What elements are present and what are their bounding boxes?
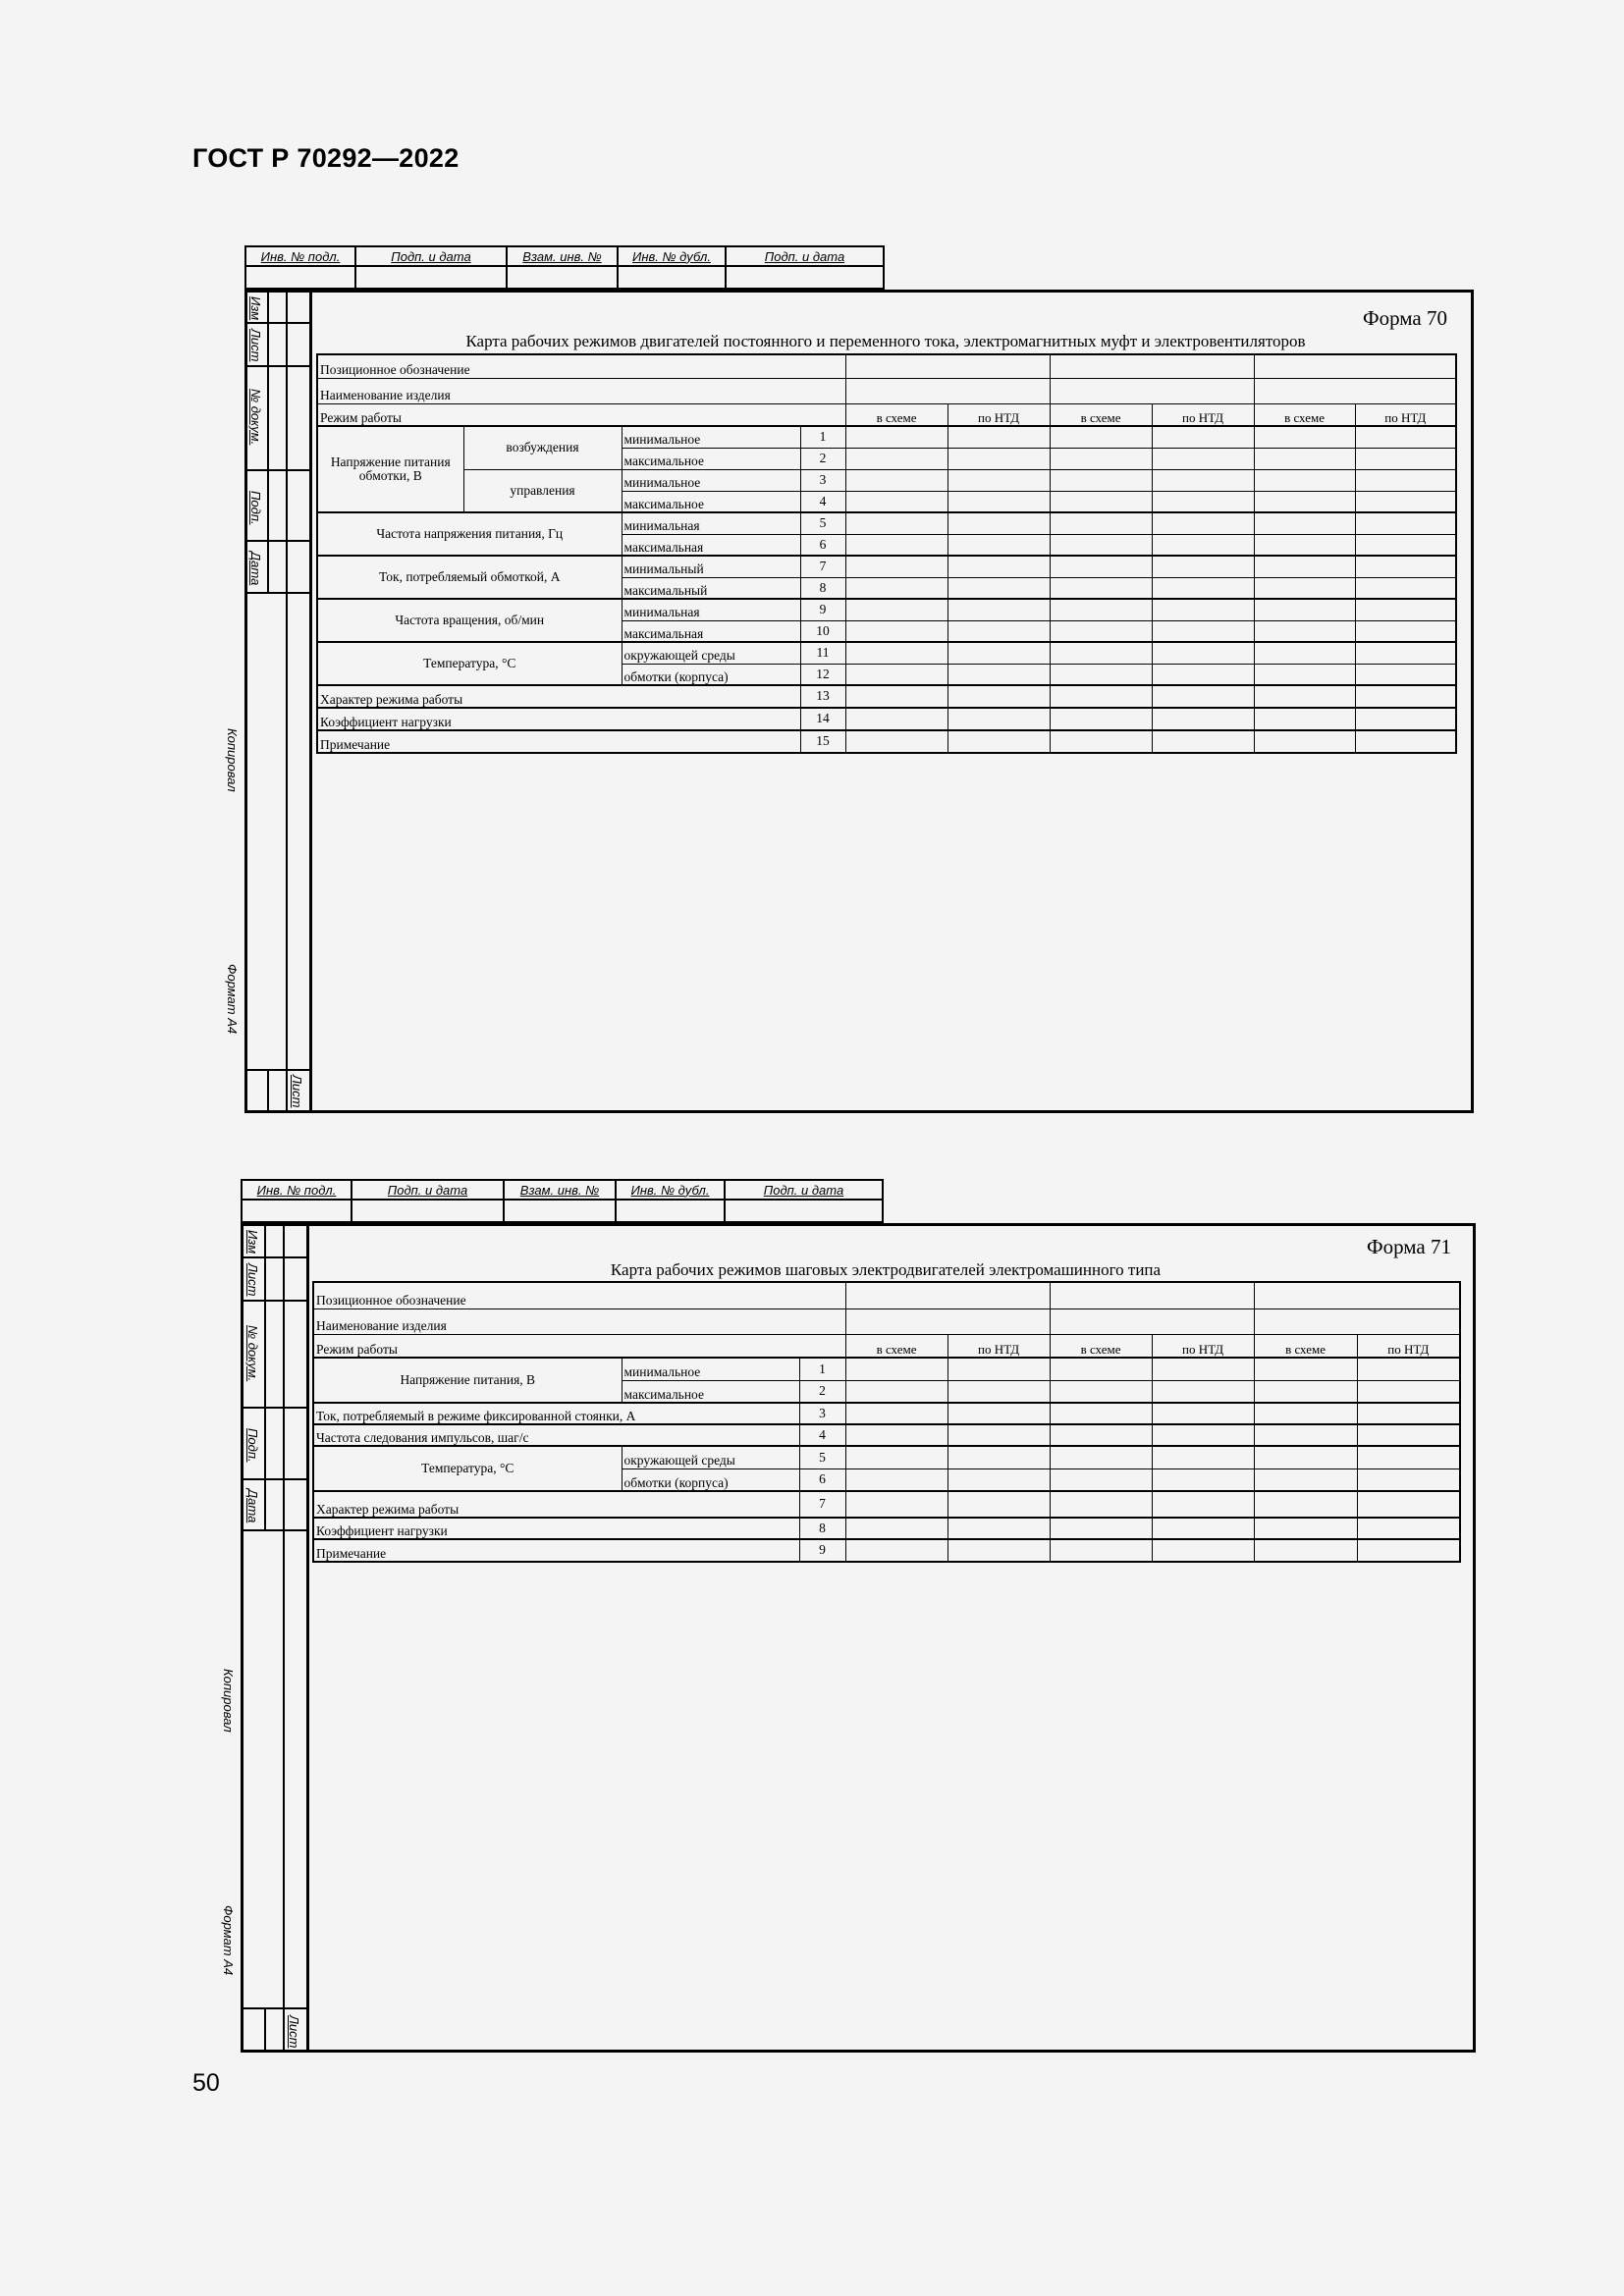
value-cell[interactable] <box>1355 448 1456 469</box>
side-label-format: Формат А4 <box>221 1905 236 1976</box>
row-label: Характер режима работы <box>317 685 800 708</box>
row-sub-label: обмотки (корпуса) <box>622 664 800 685</box>
value-cell[interactable] <box>845 599 947 620</box>
row-sub-label: минимальное <box>622 1358 799 1380</box>
value-cell[interactable] <box>947 1539 1050 1562</box>
margin-hline <box>241 1300 306 1302</box>
form-number-71: Форма 71 <box>1367 1235 1451 1258</box>
margin-hline <box>244 1069 309 1071</box>
value-cell[interactable] <box>1355 469 1456 491</box>
col-header-by-ntd: по НТД <box>947 403 1050 426</box>
value-cell[interactable] <box>1254 448 1355 469</box>
value-cell[interactable] <box>1254 1491 1357 1518</box>
row-label: Примечание <box>313 1539 799 1562</box>
row-label: Примечание <box>317 730 800 753</box>
value-cell[interactable] <box>1152 491 1254 512</box>
margin-line <box>267 1069 269 1113</box>
row-sub-label: минимальное <box>622 469 800 491</box>
value-cell[interactable] <box>845 708 947 730</box>
value-cell[interactable] <box>947 1424 1050 1446</box>
value-cell[interactable] <box>1254 378 1456 403</box>
row-number: 8 <box>799 1518 845 1539</box>
value-cell[interactable] <box>947 1403 1050 1424</box>
row-sub-label: минимальное <box>622 426 800 448</box>
document-title: ГОСТ Р 70292—2022 <box>192 143 460 173</box>
stamp-cell <box>355 266 507 289</box>
value-cell[interactable] <box>1050 512 1152 534</box>
row-number: 4 <box>799 1424 845 1446</box>
stamp-cell <box>507 266 618 289</box>
row-group-label: Температура, °С <box>313 1446 622 1491</box>
value-cell[interactable] <box>1050 1358 1152 1380</box>
side-label-kopiroval: Копировал <box>225 728 240 792</box>
row-label: Наименование изделия <box>313 1308 845 1334</box>
value-cell[interactable] <box>1254 685 1355 708</box>
row-group-label: Частота вращения, об/мин <box>317 599 622 642</box>
margin-hline <box>244 365 309 367</box>
col-header-by-ntd: по НТД <box>947 1334 1050 1358</box>
row-group-label: Напряжение питания, В <box>313 1358 622 1403</box>
row-number: 9 <box>799 1539 845 1562</box>
value-cell[interactable] <box>1152 708 1254 730</box>
inventory-stamp-70 <box>244 245 885 290</box>
value-cell[interactable] <box>1254 730 1355 753</box>
value-cell[interactable] <box>1050 378 1254 403</box>
value-cell[interactable] <box>1152 534 1254 556</box>
value-cell[interactable] <box>845 685 947 708</box>
inner-frame-line <box>306 1223 309 2053</box>
row-number: 1 <box>800 426 845 448</box>
value-cell[interactable] <box>1254 469 1355 491</box>
value-cell[interactable] <box>1357 1518 1460 1539</box>
value-cell[interactable] <box>1355 730 1456 753</box>
value-cell[interactable] <box>1152 1403 1254 1424</box>
row-sub-label: максимальное <box>622 491 800 512</box>
row-label: Ток, потребляемый в режиме фиксированной стоянки, А <box>313 1403 799 1424</box>
stamp-cell <box>618 266 726 289</box>
value-cell[interactable] <box>1355 642 1456 664</box>
value-cell[interactable] <box>845 620 947 642</box>
value-cell[interactable] <box>1050 1446 1152 1468</box>
row-label: Режим работы <box>313 1334 845 1358</box>
stamp-cell <box>245 266 355 289</box>
row-sub-label: минимальная <box>622 599 800 620</box>
value-cell[interactable] <box>947 556 1050 577</box>
side-label-ndokum: № докум. <box>248 389 263 446</box>
value-cell[interactable] <box>1152 1424 1254 1446</box>
row-number: 5 <box>799 1446 845 1468</box>
row-label: Позиционное обозначение <box>317 354 845 378</box>
row-label: Коэффициент нагрузки <box>317 708 800 730</box>
margin-hline <box>241 1256 306 1258</box>
value-cell[interactable] <box>845 730 947 753</box>
value-cell[interactable] <box>1050 1282 1254 1308</box>
col-header-in-scheme: в схеме <box>845 403 947 426</box>
row-label: Характер режима работы <box>313 1491 799 1518</box>
value-cell[interactable] <box>1050 685 1152 708</box>
value-cell[interactable] <box>947 469 1050 491</box>
value-cell[interactable] <box>947 599 1050 620</box>
value-cell[interactable] <box>1050 577 1152 599</box>
value-cell[interactable] <box>1355 556 1456 577</box>
row-number: 10 <box>800 620 845 642</box>
value-cell[interactable] <box>1355 426 1456 448</box>
value-cell[interactable] <box>1152 685 1254 708</box>
stamp-label: Подп. и дата <box>726 246 884 266</box>
value-cell[interactable] <box>947 1446 1050 1468</box>
col-header-in-scheme: в схеме <box>1254 1334 1357 1358</box>
value-cell[interactable] <box>1050 1468 1152 1491</box>
stamp-label: Инв. № дубл. <box>618 246 726 266</box>
row-number: 2 <box>800 448 845 469</box>
value-cell[interactable] <box>845 354 1050 378</box>
margin-hline <box>244 592 309 594</box>
value-cell[interactable] <box>947 664 1050 685</box>
stamp-label: Инв. № подл. <box>242 1180 352 1200</box>
value-cell[interactable] <box>1152 620 1254 642</box>
card-title-71: Карта рабочих режимов шаговых электродвигателей электромашинного типа <box>610 1260 1162 1279</box>
value-cell[interactable] <box>1355 534 1456 556</box>
row-number: 6 <box>799 1468 845 1491</box>
stamp-cell <box>504 1200 616 1222</box>
value-cell[interactable] <box>1357 1424 1460 1446</box>
value-cell[interactable] <box>1357 1539 1460 1562</box>
stamp-cell <box>726 266 884 289</box>
value-cell[interactable] <box>1355 491 1456 512</box>
side-label-data: Дата <box>245 1489 260 1523</box>
col-header-in-scheme: в схеме <box>845 1334 947 1358</box>
value-cell[interactable] <box>947 642 1050 664</box>
row-sub-label: максимальное <box>622 448 800 469</box>
margin-line <box>264 1223 266 1531</box>
value-cell[interactable] <box>1050 708 1152 730</box>
value-cell[interactable] <box>845 426 947 448</box>
value-cell[interactable] <box>845 1358 947 1380</box>
value-cell[interactable] <box>1254 512 1355 534</box>
margin-hline <box>244 322 309 324</box>
value-cell[interactable] <box>845 1403 947 1424</box>
value-cell[interactable] <box>1254 1468 1357 1491</box>
value-cell[interactable] <box>1254 354 1456 378</box>
value-cell[interactable] <box>845 1308 1050 1334</box>
value-cell[interactable] <box>1152 1358 1254 1380</box>
row-group-label: Напряжение питания обмотки, В <box>317 426 463 512</box>
row-number: 9 <box>800 599 845 620</box>
value-cell[interactable] <box>1152 1518 1254 1539</box>
value-cell[interactable] <box>947 1468 1050 1491</box>
value-cell[interactable] <box>1050 730 1152 753</box>
col-header-by-ntd: по НТД <box>1357 1334 1460 1358</box>
value-cell[interactable] <box>1050 599 1152 620</box>
row-number: 15 <box>800 730 845 753</box>
stamp-label: Взам. инв. № <box>507 246 618 266</box>
value-cell[interactable] <box>1152 642 1254 664</box>
side-label-izm: Изм <box>248 296 263 321</box>
row-number: 14 <box>800 708 845 730</box>
value-cell[interactable] <box>947 685 1050 708</box>
value-cell[interactable] <box>1050 664 1152 685</box>
value-cell[interactable] <box>1152 599 1254 620</box>
side-label-ndokum: № докум. <box>245 1325 260 1382</box>
form70-table <box>316 353 1457 754</box>
value-cell[interactable] <box>1254 708 1355 730</box>
row-sub-label: окружающей среды <box>622 1446 799 1468</box>
page-number: 50 <box>192 2069 220 2097</box>
col-header-by-ntd: по НТД <box>1355 403 1456 426</box>
value-cell[interactable] <box>947 1380 1050 1403</box>
value-cell[interactable] <box>1152 577 1254 599</box>
row-number: 1 <box>799 1358 845 1380</box>
value-cell[interactable] <box>1152 1468 1254 1491</box>
row-sub-label: обмотки (корпуса) <box>622 1468 799 1491</box>
col-header-by-ntd: по НТД <box>1152 1334 1254 1358</box>
side-label-data: Дата <box>248 552 263 586</box>
value-cell[interactable] <box>1050 469 1152 491</box>
value-cell[interactable] <box>1254 642 1355 664</box>
stamp-cell <box>616 1200 725 1222</box>
value-cell[interactable] <box>845 1539 947 1562</box>
value-cell[interactable] <box>1050 1491 1152 1518</box>
value-cell[interactable] <box>1355 512 1456 534</box>
row-label: Наименование изделия <box>317 378 845 403</box>
side-label-podp: Подп. <box>245 1428 260 1463</box>
value-cell[interactable] <box>1254 1424 1357 1446</box>
side-label-list: Лист <box>248 329 263 362</box>
value-cell[interactable] <box>947 577 1050 599</box>
row-number: 13 <box>800 685 845 708</box>
value-cell[interactable] <box>845 1424 947 1446</box>
form-number-70: Форма 70 <box>1363 306 1447 330</box>
value-cell[interactable] <box>1050 1380 1152 1403</box>
row-sub-label: окружающей среды <box>622 642 800 664</box>
value-cell[interactable] <box>1355 577 1456 599</box>
value-cell[interactable] <box>947 1518 1050 1539</box>
row-sub-label: максимальное <box>622 1380 799 1403</box>
stamp-label: Подп. и дата <box>352 1180 504 1200</box>
value-cell[interactable] <box>1152 1446 1254 1468</box>
value-cell[interactable] <box>845 469 947 491</box>
value-cell[interactable] <box>1050 426 1152 448</box>
col-header-in-scheme: в схеме <box>1050 1334 1152 1358</box>
margin-line <box>264 2007 266 2053</box>
value-cell[interactable] <box>845 1446 947 1468</box>
value-cell[interactable] <box>845 491 947 512</box>
row-label: Коэффициент нагрузки <box>313 1518 799 1539</box>
value-cell[interactable] <box>1152 730 1254 753</box>
inventory-stamp-71 <box>241 1179 884 1223</box>
value-cell[interactable] <box>845 1282 1050 1308</box>
value-cell[interactable] <box>1152 1539 1254 1562</box>
value-cell[interactable] <box>1254 1518 1357 1539</box>
value-cell[interactable] <box>1355 664 1456 685</box>
side-label-izm: Изм <box>245 1230 260 1255</box>
value-cell[interactable] <box>845 1468 947 1491</box>
value-cell[interactable] <box>1254 1282 1460 1308</box>
value-cell[interactable] <box>947 512 1050 534</box>
value-cell[interactable] <box>1050 1403 1152 1424</box>
value-cell[interactable] <box>845 556 947 577</box>
value-cell[interactable] <box>947 620 1050 642</box>
value-cell[interactable] <box>1254 556 1355 577</box>
value-cell[interactable] <box>1254 620 1355 642</box>
value-cell[interactable] <box>1254 1539 1357 1562</box>
row-group-label: Температура, °С <box>317 642 622 685</box>
value-cell[interactable] <box>845 1380 947 1403</box>
value-cell[interactable] <box>1254 599 1355 620</box>
value-cell[interactable] <box>1050 534 1152 556</box>
side-label-format: Формат А4 <box>225 964 240 1035</box>
value-cell[interactable] <box>845 577 947 599</box>
row-number: 8 <box>800 577 845 599</box>
stamp-cell <box>242 1200 352 1222</box>
value-cell[interactable] <box>845 1518 947 1539</box>
value-cell[interactable] <box>1254 426 1355 448</box>
side-label-podp: Подп. <box>248 491 263 525</box>
stamp-cell <box>352 1200 504 1222</box>
side-label-kopiroval: Копировал <box>221 1669 236 1733</box>
value-cell[interactable] <box>1254 577 1355 599</box>
col-header-by-ntd: по НТД <box>1152 403 1254 426</box>
value-cell[interactable] <box>1355 599 1456 620</box>
value-cell[interactable] <box>845 1491 947 1518</box>
value-cell[interactable] <box>1357 1446 1460 1468</box>
value-cell[interactable] <box>845 512 947 534</box>
row-subgroup-label: возбуждения <box>463 426 622 469</box>
col-header-in-scheme: в схеме <box>1254 403 1355 426</box>
margin-hline <box>241 2007 306 2009</box>
stamp-label: Инв. № дубл. <box>616 1180 725 1200</box>
row-subgroup-label: управления <box>463 469 622 512</box>
value-cell[interactable] <box>1152 1380 1254 1403</box>
row-sub-label: минимальный <box>622 556 800 577</box>
stamp-label: Инв. № подл. <box>245 246 355 266</box>
value-cell[interactable] <box>947 534 1050 556</box>
row-sub-label: минимальная <box>622 512 800 534</box>
margin-hline <box>241 1529 306 1531</box>
row-number: 4 <box>800 491 845 512</box>
value-cell[interactable] <box>845 448 947 469</box>
value-cell[interactable] <box>1355 620 1456 642</box>
stamp-label: Взам. инв. № <box>504 1180 616 1200</box>
value-cell[interactable] <box>1050 354 1254 378</box>
margin-line <box>267 290 269 594</box>
row-number: 5 <box>800 512 845 534</box>
value-cell[interactable] <box>1050 620 1152 642</box>
value-cell[interactable] <box>947 708 1050 730</box>
value-cell[interactable] <box>1357 1491 1460 1518</box>
value-cell[interactable] <box>845 534 947 556</box>
value-cell[interactable] <box>1050 642 1152 664</box>
value-cell[interactable] <box>1050 1518 1152 1539</box>
row-sub-label: максимальная <box>622 620 800 642</box>
value-cell[interactable] <box>845 664 947 685</box>
value-cell[interactable] <box>1254 534 1355 556</box>
side-label-list-bottom: Лист <box>290 1075 304 1108</box>
value-cell[interactable] <box>1254 1403 1357 1424</box>
value-cell[interactable] <box>947 1358 1050 1380</box>
margin-hline <box>241 1478 306 1480</box>
value-cell[interactable] <box>1050 448 1152 469</box>
row-number: 2 <box>799 1380 845 1403</box>
row-label: Режим работы <box>317 403 845 426</box>
inner-frame-line <box>309 290 312 1113</box>
row-number: 3 <box>799 1403 845 1424</box>
margin-hline <box>244 469 309 471</box>
value-cell[interactable] <box>1152 469 1254 491</box>
value-cell[interactable] <box>947 448 1050 469</box>
value-cell[interactable] <box>1050 556 1152 577</box>
value-cell[interactable] <box>947 491 1050 512</box>
margin-line <box>286 290 288 1113</box>
row-number: 7 <box>799 1491 845 1518</box>
value-cell[interactable] <box>1355 708 1456 730</box>
stamp-label: Подп. и дата <box>725 1180 883 1200</box>
row-number: 6 <box>800 534 845 556</box>
value-cell[interactable] <box>947 730 1050 753</box>
value-cell[interactable] <box>1152 512 1254 534</box>
card-title-70: Карта рабочих режимов двигателей постоянного и переменного тока, электромагнитных муфт и электровентиляторов <box>465 332 1306 350</box>
margin-hline <box>244 540 309 542</box>
row-sub-label: максимальная <box>622 534 800 556</box>
side-label-list-bottom: Лист <box>287 2015 301 2049</box>
value-cell[interactable] <box>1254 1308 1460 1334</box>
value-cell[interactable] <box>1357 1468 1460 1491</box>
value-cell[interactable] <box>1152 426 1254 448</box>
value-cell[interactable] <box>1152 556 1254 577</box>
value-cell[interactable] <box>1050 1539 1152 1562</box>
col-header-in-scheme: в схеме <box>1050 403 1152 426</box>
value-cell[interactable] <box>947 1491 1050 1518</box>
row-number: 11 <box>800 642 845 664</box>
row-label: Позиционное обозначение <box>313 1282 845 1308</box>
row-number: 7 <box>800 556 845 577</box>
value-cell[interactable] <box>1254 491 1355 512</box>
value-cell[interactable] <box>1357 1358 1460 1380</box>
value-cell[interactable] <box>1254 1358 1357 1380</box>
value-cell[interactable] <box>1050 1424 1152 1446</box>
value-cell[interactable] <box>947 426 1050 448</box>
value-cell[interactable] <box>1254 1380 1357 1403</box>
form71-table <box>312 1281 1461 1563</box>
value-cell[interactable] <box>1357 1380 1460 1403</box>
value-cell[interactable] <box>1355 685 1456 708</box>
value-cell[interactable] <box>845 378 1050 403</box>
margin-hline <box>241 1407 306 1409</box>
row-group-label: Частота напряжения питания, Гц <box>317 512 622 556</box>
value-cell[interactable] <box>845 642 947 664</box>
value-cell[interactable] <box>1254 664 1355 685</box>
stamp-cell <box>725 1200 883 1222</box>
row-number: 12 <box>800 664 845 685</box>
value-cell[interactable] <box>1050 1308 1254 1334</box>
margin-line <box>283 1223 285 2053</box>
row-label: Частота следования импульсов, шаг/с <box>313 1424 799 1446</box>
stamp-label: Подп. и дата <box>355 246 507 266</box>
value-cell[interactable] <box>1152 448 1254 469</box>
side-label-list: Лист <box>245 1263 260 1297</box>
value-cell[interactable] <box>1152 664 1254 685</box>
value-cell[interactable] <box>1357 1403 1460 1424</box>
value-cell[interactable] <box>1152 1491 1254 1518</box>
value-cell[interactable] <box>1050 491 1152 512</box>
value-cell[interactable] <box>1254 1446 1357 1468</box>
row-sub-label: максимальный <box>622 577 800 599</box>
row-group-label: Ток, потребляемый обмоткой, А <box>317 556 622 599</box>
row-number: 3 <box>800 469 845 491</box>
